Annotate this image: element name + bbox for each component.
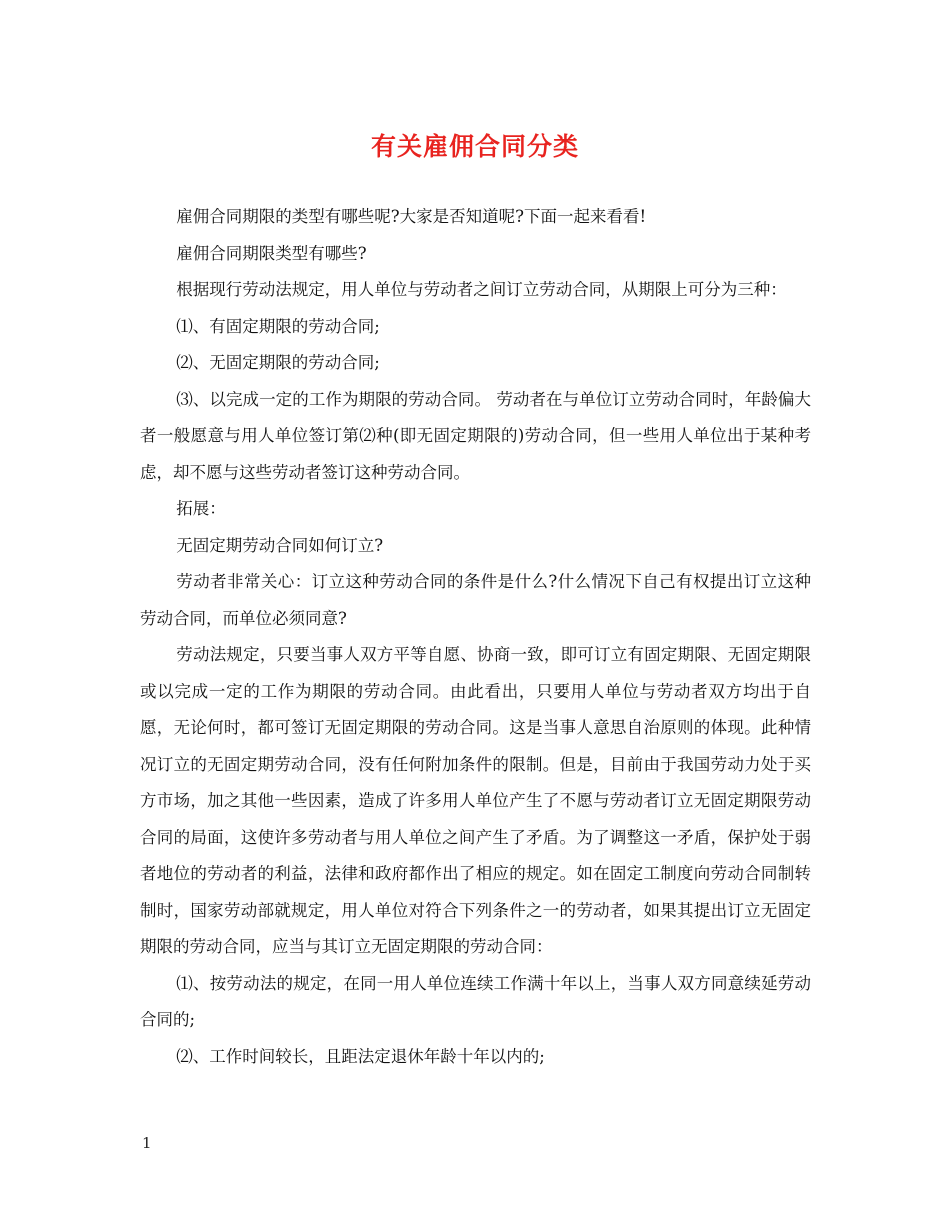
list-item-near-retirement: ⑵、工作时间较长，且距法定退休年龄十年以内的;: [176, 1046, 545, 1066]
paragraph-worker-concern: 劳动者非常关心：订立这种劳动合同的条件是什么?什么情况下自己有权提出订立这种劳动合同，而单位必须同意?: [140, 572, 811, 628]
paragraph-law-provision: 劳动法规定，只要当事人双方平等自愿、协商一致，即可订立有固定期限、无固定期限或以完成一定的工作为期限的劳动合同。由此看出，只要用人单位与劳动者双方均出于自愿，无论何时，都可签订无固定期限的劳动合同。这是当事人意思自治原则的体现。此种情况订立的无固定期劳动合同，没有任何附加条件的限制。但是，目前由于我国劳动力处于买方市场，加之其他一些因素，造成了许多用人单位产生了不愿与劳动者订立无固定期限劳动合同的局面，这使许多劳动者与用人单位之间产生了矛盾。为了调整这一矛盾，保护处于弱者地位的劳动者的利益，法律和政府都作出了相应的规定。如在固定工制度向劳动合同制转制时，国家劳动部就规定，用人单位对符合下列条件之一的劳动者，如果其提出订立无固定期限的劳动合同，应当与其订立无固定期限的劳动合同：: [140, 645, 811, 956]
list-item-task-term: ⑶、以完成一定的工作为期限的劳动合同。 劳动者在与单位订立劳动合同时，年龄偏大者一般愿意与用人单位签订第⑵种(即无固定期限的)劳动合同，但一些用人单位出于某种考虑，却不愿与这些劳动者签订这种劳动合同。: [140, 389, 811, 482]
paragraph-extension-heading: 拓展：: [176, 499, 226, 518]
page-number: 1: [142, 1134, 152, 1152]
list-item-ten-years: ⑴、按劳动法的规定，在同一用人单位连续工作满十年以上，当事人双方同意续延劳动合同的;: [140, 973, 811, 1029]
document-body: [140, 199, 811, 1075]
list-item-fixed-term: ⑴、有固定期限的劳动合同;: [176, 316, 380, 336]
list-item-open-term: ⑵、无固定期限的劳动合同;: [176, 353, 380, 372]
paragraph-intro: 雇佣合同期限的类型有哪些呢?大家是否知道呢?下面一起来看看!: [176, 207, 647, 226]
paragraph-open-term-question: 无固定期劳动合同如何订立?: [176, 535, 384, 555]
paragraph-question: 雇佣合同期限类型有哪些?: [176, 243, 367, 263]
document-title: 有关雇佣合同分类: [370, 132, 579, 161]
paragraph-three-types: 根据现行劳动法规定，用人单位与劳动者之间订立劳动合同，从期限上可分为三种：: [176, 280, 787, 299]
